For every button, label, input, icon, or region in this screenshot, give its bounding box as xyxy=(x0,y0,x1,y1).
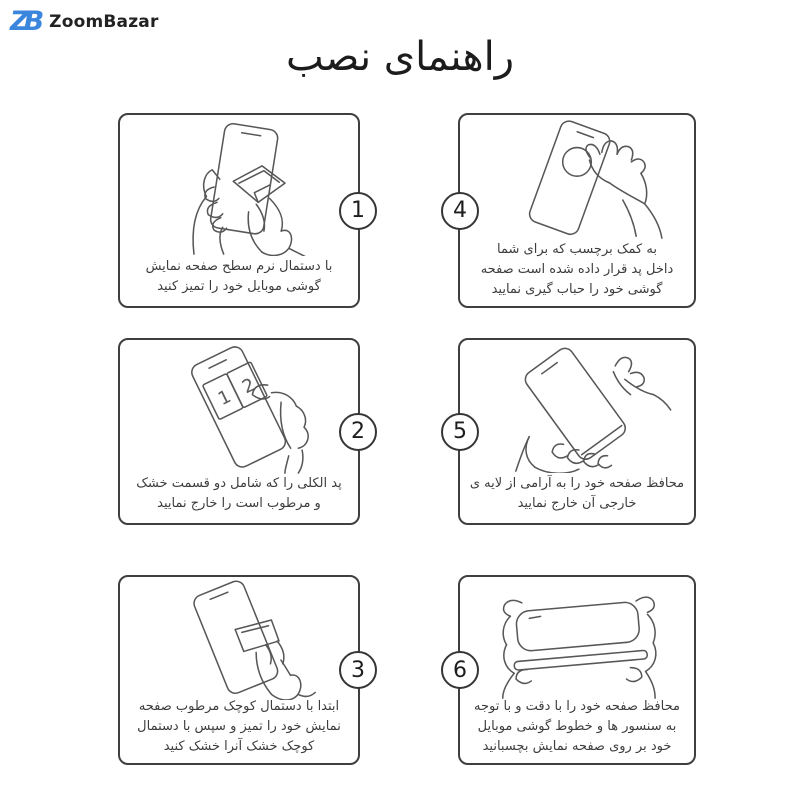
step-2-panel xyxy=(118,338,365,525)
step-1-caption xyxy=(120,257,358,297)
step-5-caption-line-2: خارجی آن خارج نمایید xyxy=(517,495,637,511)
step-1-wipe-phone-illustration-icon xyxy=(133,118,345,256)
step-5-peel-layer-illustration-icon xyxy=(471,343,683,473)
step-4-bubble-sticker-illustration-icon xyxy=(472,118,682,242)
step-4-caption-line-2: داخل پد قرار داده شده است صفحه xyxy=(480,261,674,277)
step-1-panel xyxy=(118,113,365,308)
step-6-apply-protector-illustration-icon xyxy=(471,580,683,700)
step-4-caption-line-1: به کمک برچسب که برای شما xyxy=(497,241,657,257)
sachet-1-label: 1 xyxy=(214,386,235,411)
brand-name: ZoomBazar xyxy=(49,11,159,32)
step-3-caption-line-1: ابتدا با دستمال کوچک مرطوب صفحه xyxy=(138,698,340,714)
step-5-panel xyxy=(453,338,696,525)
step-4-panel xyxy=(453,113,696,308)
step-5-caption xyxy=(460,474,694,514)
step-2-caption-line-1: پد الکلی را که شامل دو قسمت خشک xyxy=(136,475,342,491)
step-5-number-badge: 5 xyxy=(441,413,479,451)
step-2-caption-line-2: و مرطوب است را خارج نمایید xyxy=(157,495,321,511)
step-2-caption xyxy=(120,474,358,514)
step-4-caption xyxy=(460,240,694,300)
step-1-caption-line-2: گوشی موبایل خود را تمیز کنید xyxy=(157,278,321,294)
step-3-caption-line-2: نمایش خود را تمیز و سپس با دستمال xyxy=(137,718,341,734)
page-title: راهنمای نصب xyxy=(285,34,515,80)
step-4-number-badge: 4 xyxy=(441,192,479,230)
step-2-alcohol-pad-illustration-icon xyxy=(133,343,345,475)
step-3-number-badge: 3 xyxy=(339,651,377,689)
step-1-number-badge: 1 xyxy=(339,192,377,230)
step-6-number-badge: 6 xyxy=(441,651,479,689)
step-6-caption xyxy=(460,697,694,757)
step-5-caption-line-1: محافظ صفحه خود را به آرامی از لایه ی xyxy=(469,475,685,491)
zoombazar-logo-icon: ZB xyxy=(10,6,39,37)
step-2-number-badge: 2 xyxy=(339,413,377,451)
step-1-caption-line-1: با دستمال نرم سطح صفحه نمایش xyxy=(145,258,333,274)
step-3-small-cloth-illustration-icon xyxy=(134,580,344,700)
step-6-caption-line-3: خود بر روی صفحه نمایش بچسبانید xyxy=(482,738,672,754)
step-6-caption-line-1: محافظ صفحه خود را با دقت و با توجه xyxy=(474,698,680,714)
step-3-panel xyxy=(118,575,365,765)
step-4-caption-line-3: گوشی خود را حباب گیری نمایید xyxy=(491,281,663,297)
step-3-caption xyxy=(120,697,358,757)
sachet-2-label: 2 xyxy=(238,374,259,399)
step-6-caption-line-2: به سنسور ها و خطوط گوشی موبایل xyxy=(477,718,677,734)
brand-logo xyxy=(10,8,159,35)
step-6-panel xyxy=(453,575,696,765)
step-3-caption-line-3: کوچک خشک آنرا خشک کنید xyxy=(163,738,315,754)
